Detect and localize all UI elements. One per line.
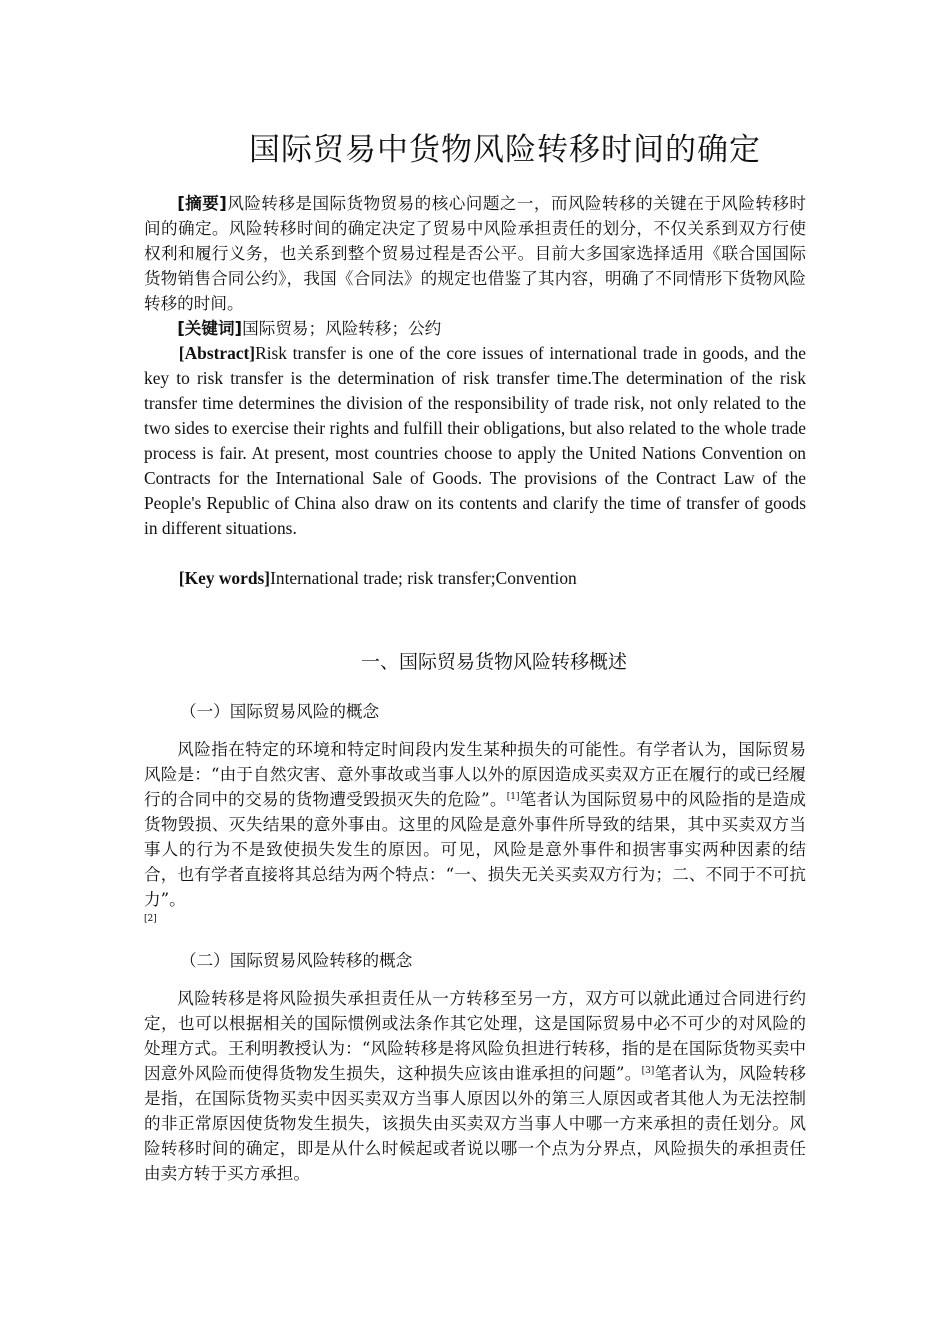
keywords-cn [144,316,806,341]
keywords-en-text: International trade; risk transfer;Convention [270,568,577,588]
abstract-en-label: [Abstract] [178,343,256,363]
paragraph-text: 风险指在特定的环境和特定时间段内发生某种损失的可能性。有学者认为，国际贸易风险是：“由于自然灾害、意外事故或当事人以外的原因造成买卖双方正在履行的或已经履行的合同中的交易的货物遭受毁损灭失的危险”。 [144,740,806,809]
paper-title: 国际贸易中货物风险转移时间的确定 [249,132,761,168]
paragraph-text: 笔者认为，风险转移是指，在国际货物买卖中因买卖双方当事人原因以外的第三人原因或者其他人为无法控制的非正常原因使货物发生损失，该损失由买卖双方当事人中哪一方来承担的责任划分。风险转移时间的确定，即是从什么时候起或者说以哪一个点为分界点，风险损失的承担责任由卖方转于买方承担。 [144,1064,807,1183]
subsection-1-paragraph [144,737,806,926]
abstract-cn-label: [摘要] [177,194,227,213]
keywords-en-label: [Key words] [178,568,271,588]
keywords-en [144,566,806,591]
abstract-en-text: Risk transfer is one of the core issues of international trade in goods, and the key to risk transfer is the determination of risk transfer time.The determination of the risk transfer time determines the division of the responsibility of trade risk, not only related to the two sides to exercise their rights and fulfill their obligations, but also related to the whole trade process is fair. At present, most countries choose to apply the United Nations Convention on Contracts for the International Sale of Goods. The provisions of the Contract Law of the People's Republic of China also draw on its contents and clarify the time of transfer of goods in different situations. [144,343,806,538]
abstract-cn-text: 风险转移是国际货物贸易的核心问题之一，而风险转移的关键在于风险转移时间的确定。风险转移时间的确定决定了贸易中风险承担责任的划分，不仅关系到双方行使权利和履行义务，也关系到整个贸易过程是否公平。目前大多国家选择适用《联合国国际货物销售合同公约》，我国《合同法》的规定也借鉴了其内容，明确了不同情形下货物风险转移的时间。 [144,194,807,313]
keywords-cn-label: [关键词] [177,319,243,338]
citation-3: [3] [641,1066,655,1076]
subsection-1-heading: （一）国际贸易风险的概念 [180,702,380,721]
abstract-en [144,341,806,541]
subsection-2-paragraph [144,986,806,1186]
citation-2: [2] [144,914,157,924]
paragraph-text: 笔者认为国际贸易中的风险指的是造成货物毁损、灭失结果的意外事由。这里的风险是意外事件所导致的结果，其中买卖双方当事人的行为不是致使损失发生的原因。可见，风险是意外事件和损害事实两种因素的结合，也有学者直接将其总结为两个特点：“一、损失无关买卖双方行为；二、不同于不可抗力”。 [144,790,807,909]
paragraph-text: 风险转移是将风险损失承担责任从一方转移至另一方，双方可以就此通过合同进行约定，也可以根据相关的国际惯例或法条作其它处理，这是国际贸易中必不可少的对风险的处理方式。王利明教授认为：“风险转移是将风险负担进行转移，指的是在国际货物买卖中因意外风险而使得货物发生损失，这种损失应该由谁承担的问题”。 [144,989,806,1083]
keywords-cn-text: 国际贸易；风险转移；公约 [242,319,442,338]
abstract-cn [144,191,806,316]
subsection-2-heading: （二）国际贸易风险转移的概念 [180,951,413,970]
citation-1: [1] [506,792,520,802]
section-1-heading: 一、国际贸易货物风险转移概述 [360,651,627,673]
